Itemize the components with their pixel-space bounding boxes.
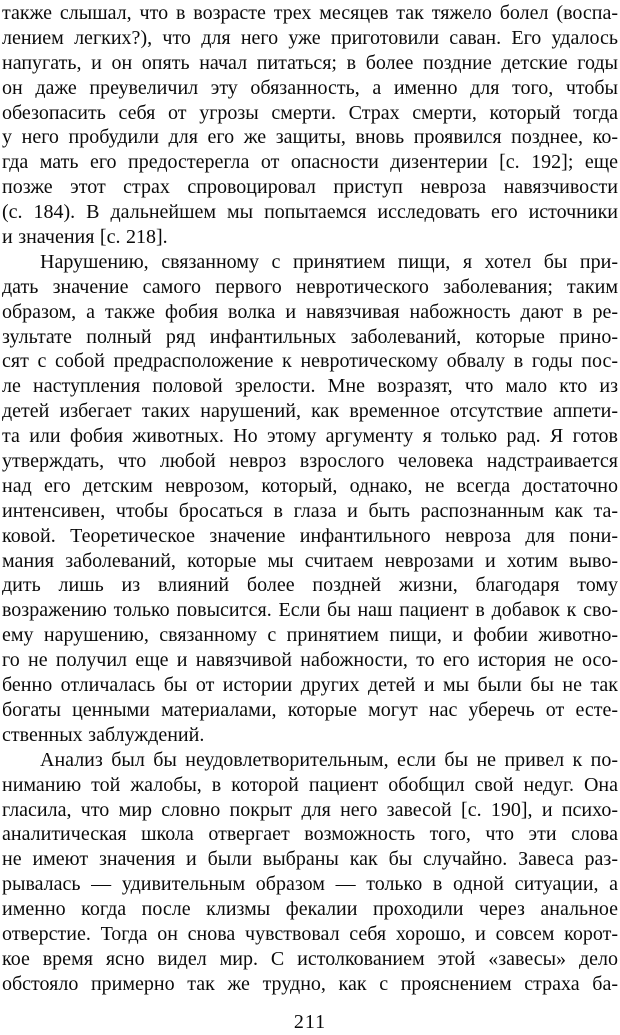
text-line: гласила, что мир словно покрыт для него завесой [с. 190], и психо- [2,798,618,821]
paragraph [2,748,618,997]
text-line: не имеют значения и были выбраны как бы случайно. Завеса раз- [2,848,618,871]
text-line: у него пробудили для его же защиты, вновь проявился позднее, ко- [2,126,618,149]
text-line: аналитическая школа отвергает возможность того, что эти слова [2,823,618,846]
text-line: утверждать, что любой невроз взрослого человека надстраивается [2,450,618,473]
text-line: ле наступления половой зрелости. Мне возразят, что мало кто из [2,375,618,398]
paragraph [2,1,618,250]
text-line: также слышал, что в возрасте трех месяцев так тяжело болел (воспа- [2,2,618,24]
text-line: гда мать его предостерегла от опасности дизентерии [с. 192]; еще [2,151,618,174]
text-line: напугать, и он опять начал питаться; в более поздние детские годы [2,51,618,74]
text-line: богаты ценными материалами, которые могут нас уберечь от есте- [2,698,618,721]
text-line: кое время ясно видел мир. С истолкованием этой «завесы» дело [2,947,618,970]
text-line: бенно отличалась бы от истории других детей и мы были бы не так [2,674,618,697]
text-line: Нарушению, связанному с принятием пищи, я хотел бы при- [40,250,618,273]
text-line: именно когда после клизмы фекалии проходили через анальное [2,898,618,921]
text-line: рывалась — удивительным образом — только в одной ситуации, а [2,873,618,896]
text-line: обезопасить себя от угрозы смерти. Страх смерти, который тогда [2,101,618,124]
text-line: лением легких?), что для него уже приготовили саван. Его удалось [2,26,618,49]
text-line: и значения [с. 218]. [2,226,168,249]
text-line: позже этот страх спровоцировал приступ невроза навязчивости [2,176,618,199]
text-line: та или фобия животных. Но этому аргументу я только рад. Я готов [2,425,618,448]
text-line: сят с собой предрасположение к невротическому обвалу в годы пос- [2,350,618,373]
text-line: ему нарушению, связанному с принятием пищи, и фобии животно- [2,624,618,647]
text-line: мания заболеваний, которые мы считаем неврозами и хотим выво- [2,549,618,572]
page-number: 211 [293,1010,327,1033]
text-line: он даже преувеличил эту обязанность, а именно для того, чтобы [2,76,618,99]
text-line: возражению только повысится. Если бы наш пациент в добавок к сво- [2,599,618,622]
text-line: ниманию той жалобы, в которой пациент обобщил свой недуг. Она [2,773,618,796]
text-line: ковой. Теоретическое значение инфантильного невроза для пони- [2,524,618,547]
text-line: (с. 184). В дальнейшем мы попытаемся исследовать его источники [2,201,618,224]
text-line: зультате полный ряд инфантильных заболеваний, которые прино- [2,325,618,348]
text-line: обстояло примерно так же трудно, как с прояснением страха ба- [2,972,618,995]
text-line: Анализ был бы неудовлетворительным, если бы не привел к по- [40,748,618,771]
text-line: го не получил еще и навязчивой набожности, то его история не осо- [2,649,618,672]
paragraph [2,250,618,748]
text-line: ственных заблуждений. [2,723,205,746]
text-line: над его детским неврозом, который, однако, не всегда достаточно [2,474,618,497]
text-line: интенсивен, чтобы бросаться в глаза и быть распознанным как та- [2,499,618,522]
text-line: отверстие. Тогда он снова чувствовал себя хорошо, и совсем корот- [2,922,618,945]
text-line: дать значение самого первого невротического заболевания; таким [2,275,618,298]
text-line: детей избегает таких нарушений, как временное отсутствие аппети- [2,400,618,423]
text-line: образом, а также фобия волка и навязчивая набожность дают в ре- [2,300,618,323]
text-line: дить лишь из влияний более поздней жизни, благодаря тому [2,574,618,597]
